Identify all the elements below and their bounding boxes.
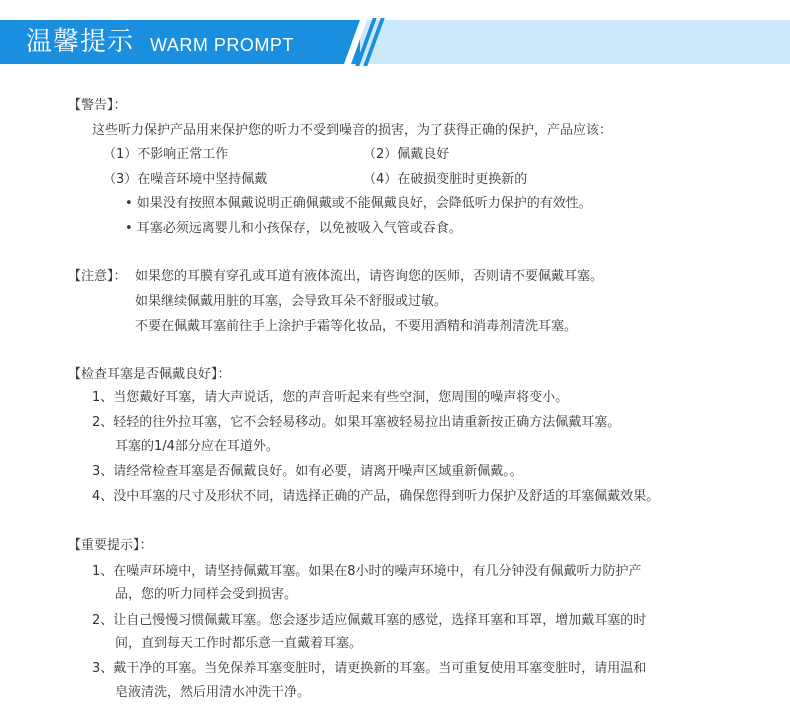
banner-subtitle: WARM PROMPT xyxy=(150,35,294,55)
check-line: 4、没中耳塞的尺寸及形状不同，请选择正确的产品，确保您得到听力保护及舒适的耳塞佩戴效果。 xyxy=(92,489,660,504)
warning-bullet: • 如果没有按照本佩戴说明正确佩戴或不能佩戴良好，会降低听力保护的有效性。 xyxy=(125,196,592,211)
warning-item: （4）在破损变脏时更换新的 xyxy=(363,172,528,187)
warning-intro: 这些听力保护产品用来保护您的听力不受到噪音的损害，为了获得正确的保护，产品应该： xyxy=(92,123,613,138)
check-line: 耳塞的1/4部分应在耳道外。 xyxy=(115,439,279,454)
important-line: 3、戴干净的耳塞。当免保养耳塞变脏时，请更换新的耳塞。当可重复使用耳塞变脏时，请用温和 xyxy=(92,661,647,676)
important-line: 间，直到每天工作时都乐意一直戴着耳塞。 xyxy=(115,636,363,651)
important-line: 皂液清洗，然后用清水冲洗干净。 xyxy=(115,685,311,700)
notice-line: 不要在佩戴耳塞前往手上涂护手霜等化妆品，不要用酒精和消毒剂清洗耳塞。 xyxy=(135,319,578,334)
banner-title: 温馨提示 xyxy=(26,27,135,57)
warning-bullet: • 耳塞必须远离婴儿和小孩保存，以免被吸入气管或吞食。 xyxy=(125,221,462,236)
banner-right-panel xyxy=(360,20,790,64)
notice-line: 如果您的耳膜有穿孔或耳道有液体流出，请咨询您的医师，否则请不要佩戴耳塞。 xyxy=(135,269,604,284)
check-line: 1、当您戴好耳塞，请大声说话，您的声音听起来有些空洞，您周围的噪声将变小。 xyxy=(92,390,569,405)
warning-heading: 【警告】： xyxy=(68,98,127,113)
check-line: 2、轻轻的往外拉耳塞，它不会轻易移动。如果耳塞被轻易拉出请重新按正确方法佩戴耳塞。 xyxy=(92,415,621,430)
check-heading: 【检查耳塞是否佩戴良好】： xyxy=(68,367,231,382)
warning-item: （2）佩戴良好 xyxy=(363,147,450,162)
important-line: 品，您的听力同样会受到损害。 xyxy=(115,587,298,602)
important-line: 2、让自己慢慢习惯佩戴耳塞。您会逐步适应佩戴耳塞的感觉，选择耳塞和耳罩，增加戴耳塞的时 xyxy=(92,613,647,628)
notice-line: 如果继续佩戴用脏的耳塞，会导致耳朵不舒服或过敏。 xyxy=(135,294,448,309)
important-line: 1、在噪声环境中，请坚持佩戴耳塞。如果在8小时的噪声环境中，有几分钟没有佩戴听力防护产 xyxy=(92,564,642,579)
notice-heading: 【注意】： xyxy=(68,269,127,284)
header-banner xyxy=(0,20,790,64)
check-line: 3、请经常检查耳塞是否佩戴良好。如有必要，请离开噪声区域重新佩戴。。 xyxy=(92,464,523,479)
important-heading: 【重要提示】： xyxy=(68,538,153,553)
warning-item: （3）在噪音环境中坚持佩戴 xyxy=(103,172,268,187)
warning-item: （1）不影响正常工作 xyxy=(103,147,229,162)
